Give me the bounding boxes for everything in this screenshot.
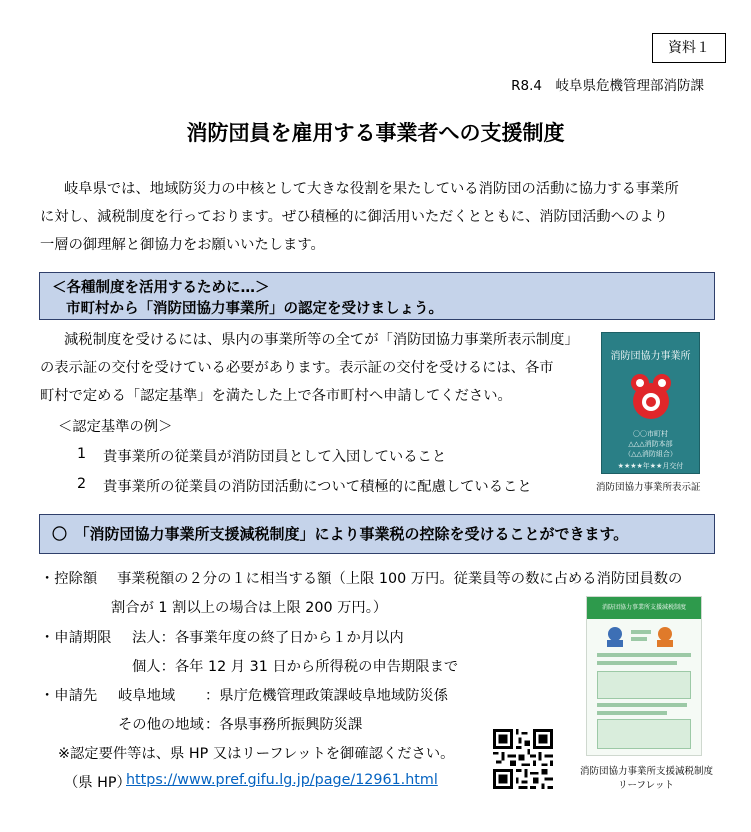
fire-brigade-emblem-icon xyxy=(626,371,676,423)
document-label: 資料１ xyxy=(652,33,726,63)
destination-label: ・申請先 xyxy=(40,688,98,704)
destination-gifu-office: ：県庁危機管理政策課岐阜地域防災係 xyxy=(205,688,449,704)
sticker-line-1: 〇〇市町村 xyxy=(633,430,668,438)
sticker-line-3: （△△消防組合） xyxy=(624,450,677,458)
leaflet-illustration-icon xyxy=(601,625,687,647)
section1-body-3: 町村で定める「認定基準」を満たした上で各市町村へ申請してください。 xyxy=(40,388,512,404)
deduction-text-2: 割合が 1 割以上の場合は上限 200 万円。） xyxy=(111,600,388,616)
intro-line-2: に対し、減税制度を行っております。ぜひ積極的に御活用いただくとともに、消防団活動へのより xyxy=(40,209,668,225)
cooperation-sticker-image xyxy=(601,332,700,474)
criteria-text-1: 貴事業所の従業員が消防団員として入団していること xyxy=(103,449,447,465)
destination-other-office: ：各県事務所振興防災課 xyxy=(205,717,363,733)
prefecture-hp-link[interactable]: https://www.pref.gifu.lg.jp/page/12961.html xyxy=(126,772,438,788)
section1-body-2: の表示証の交付を受けている必要があります。表示証の交付を受けるには、各市 xyxy=(40,360,554,376)
page-title: 消防団員を雇用する事業者への支援制度 xyxy=(186,121,565,145)
intro-line-1: 岐阜県では、地域防災力の中核として大きな役割を果たしている消防団の活動に協力する事業所 xyxy=(64,181,679,197)
section2-heading-box xyxy=(39,514,715,554)
period-individual: 個人：各年 12 月 31 日から所得税の申告期限まで xyxy=(132,659,459,675)
destination-gifu-area: 岐阜地域 xyxy=(118,688,176,704)
period-label: ・申請期限 xyxy=(40,630,112,646)
sticker-title: 消防団協力事業所 xyxy=(610,351,691,362)
deduction-label: ・控除額 xyxy=(40,571,98,587)
date-department: R8.4 岐阜県危機管理部消防課 xyxy=(511,78,704,94)
section1-heading-2: 市町村から「消防団協力事業所」の認定を受けましょう。 xyxy=(66,301,443,317)
criteria-num-1: 1 xyxy=(77,446,87,462)
sticker-line-2: △△△消防本部 xyxy=(628,440,673,448)
hp-label: （県 HP） xyxy=(64,775,131,791)
sticker-line-4: ★★★★年★★月交付 xyxy=(617,462,684,470)
leaflet-caption-2: リーフレット xyxy=(618,780,675,791)
qr-code-icon xyxy=(493,729,553,789)
criteria-num-2: 2 xyxy=(77,476,87,492)
intro-line-3: 一層の御理解と御協力をお願いいたします。 xyxy=(40,237,325,253)
leaflet-caption-1: 消防団協力事業所支援減税制度 xyxy=(580,766,714,777)
leaflet-image xyxy=(586,596,702,756)
leaflet-title: 消防団協力事業所支援減税制度 xyxy=(587,597,701,619)
destination-other-area: その他の地域 xyxy=(118,717,204,733)
period-corporation: 法人：各事業年度の終了日から１か月以内 xyxy=(132,630,404,646)
deduction-text: 事業税額の２分の１に相当する額（上限 100 万円。従業員等の数に占める消防団員数の xyxy=(117,571,683,587)
note-text: ※認定要件等は、県 HP 又はリーフレットを御確認ください。 xyxy=(58,746,455,762)
section1-heading-box xyxy=(39,272,715,320)
section2-heading: 〇 「消防団協力事業所支援減税制度」により事業税の控除を受けることができます。 xyxy=(52,525,629,543)
sticker-caption: 消防団協力事業所表示証 xyxy=(596,482,701,493)
criteria-text-2: 貴事業所の従業員の消防団活動について積極的に配慮していること xyxy=(103,479,532,495)
section1-heading-1: ＜各種制度を活用するために…＞ xyxy=(52,280,270,296)
section1-body-1: 減税制度を受けるには、県内の事業所等の全てが「消防団協力事業所表示制度」 xyxy=(64,332,579,348)
criteria-label: ＜認定基準の例＞ xyxy=(58,419,173,435)
